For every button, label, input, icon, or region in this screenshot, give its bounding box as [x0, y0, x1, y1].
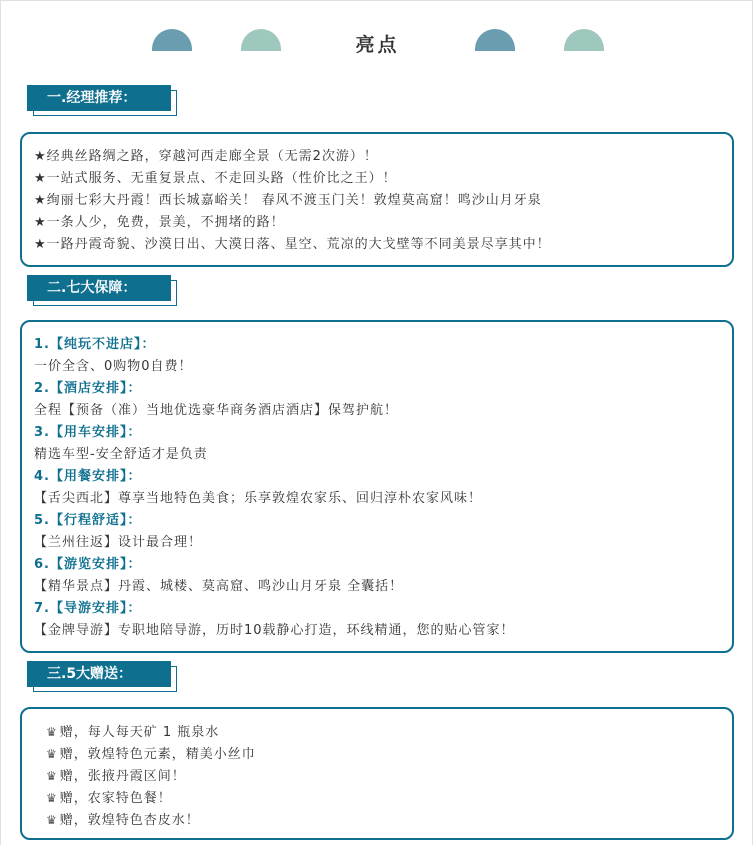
- guarantee-heading: 5.【行程舒适】：: [34, 513, 142, 528]
- section-label: 一.经理推荐：: [27, 85, 171, 111]
- gift-text: 赠，每人每天矿 1 瓶泉水: [59, 725, 220, 740]
- guarantee-list: [34, 334, 724, 642]
- list-item: [46, 765, 724, 787]
- guarantee-heading: 4.【用餐安排】：: [34, 469, 142, 484]
- list-item: ★经典丝路绸之路，穿越河西走廊全景（无需2次游）！: [34, 149, 378, 164]
- guarantee-text: 【精华景点】丹霞、城楼、莫高窟、鸣沙山月牙泉 全囊括！: [34, 579, 404, 594]
- section-tag-five-gifts: [27, 661, 171, 687]
- crown-icon: ♛: [46, 769, 58, 783]
- guarantee-text: 【金牌导游】专职地陪导游，历时10载静心打造，环线精通，您的贴心管家！: [34, 623, 515, 638]
- list-item: ★一路丹霞奇貌、沙漠日出、大漠日落、星空、荒凉的大戈壁等不同美景尽享其中！: [34, 237, 551, 252]
- guarantee-heading: 1.【纯玩不进店】：: [34, 337, 156, 352]
- guarantee-text: 【兰州往返】设计最合理！: [34, 535, 203, 550]
- gift-text: 赠，农家特色餐！: [59, 791, 172, 806]
- page-title: 亮点: [355, 34, 400, 56]
- list-item: ★一条人少，免费，景美，不拥堵的路！: [34, 215, 285, 230]
- section-label: 三.5大赠送：: [27, 661, 171, 687]
- list-item: [46, 721, 724, 743]
- list-item: ★绚丽七彩大丹霞！西长城嘉峪关！ 春风不渡玉门关！敦煌莫高窟！鸣沙山月牙泉: [34, 193, 542, 208]
- crown-icon: ♛: [46, 791, 58, 805]
- guarantee-heading: 7.【导游安排】：: [34, 601, 142, 616]
- guarantee-text: 一价全含、0购物0自费！: [34, 359, 193, 374]
- guarantee-text: 【舌尖西北】尊享当地特色美食；乐享敦煌农家乐、回归淳朴农家风味！: [34, 491, 483, 506]
- guarantee-heading: 6.【游览安排】：: [34, 557, 142, 572]
- section-box-manager-recommend: [20, 132, 734, 267]
- section-tag-manager-recommend: [27, 85, 171, 111]
- gift-list: [46, 721, 724, 831]
- guarantee-heading: 3.【用车安排】：: [34, 425, 142, 440]
- recommend-list: [34, 146, 724, 256]
- section-box-seven-guarantees: [20, 320, 734, 653]
- guarantee-heading: 2.【酒店安排】：: [34, 381, 142, 396]
- decorative-dome-icon: [152, 29, 192, 51]
- section-label: 二.七大保障：: [27, 275, 171, 301]
- title-header: [1, 29, 753, 59]
- list-item: ★一站式服务、无重复景点、不走回头路（性价比之王）！: [34, 171, 397, 186]
- gift-text: 赠，张掖丹霞区间！: [59, 769, 186, 784]
- crown-icon: ♛: [46, 813, 58, 827]
- decorative-dome-icon: [564, 29, 604, 51]
- list-item: [46, 743, 724, 765]
- list-item: [46, 787, 724, 809]
- gift-text: 赠，敦煌特色元素，精美小丝巾: [59, 747, 256, 762]
- decorative-dome-icon: [241, 29, 281, 51]
- decorative-dome-icon: [475, 29, 515, 51]
- gift-text: 赠，敦煌特色杏皮水！: [59, 813, 200, 828]
- section-box-five-gifts: [20, 707, 734, 840]
- list-item: [46, 809, 724, 831]
- guarantee-text: 全程【预备（准）当地优选豪华商务酒店酒店】保驾护航！: [34, 403, 399, 418]
- crown-icon: ♛: [46, 725, 58, 739]
- guarantee-text: 精选车型-安全舒适才是负责: [34, 447, 208, 462]
- section-tag-seven-guarantees: [27, 275, 171, 301]
- crown-icon: ♛: [46, 747, 58, 761]
